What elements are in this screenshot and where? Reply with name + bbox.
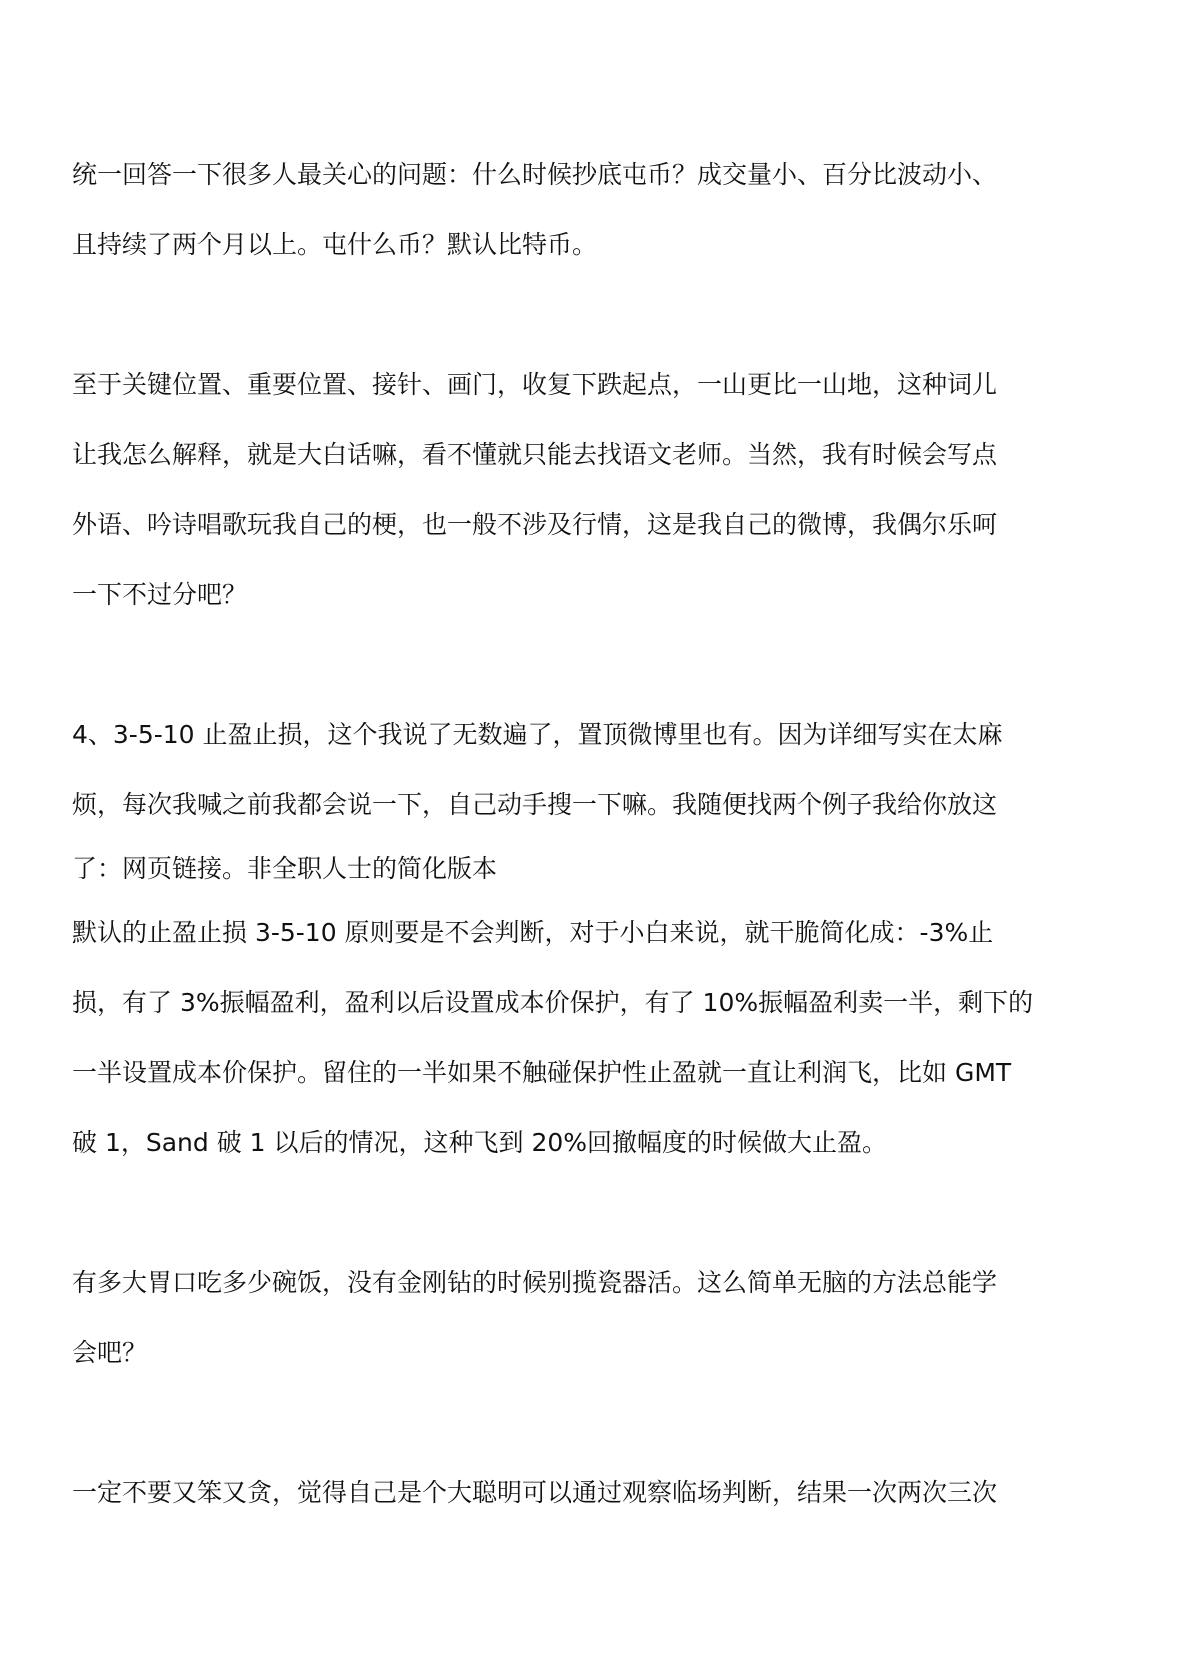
text-line: 破 1，Sand 破 1 以后的情况，这种飞到 20%回撤幅度的时候做大止盈。 (72, 1128, 888, 1157)
paragraph-spacer (72, 1388, 1112, 1458)
text-line: 损，有了 3%振幅盈利，盈利以后设置成本价保护，有了 10%振幅盈利卖一半，剩下的 (72, 988, 1034, 1017)
text-line: 默认的止盈止损 3-5-10 原则要是不会判断，对于小白来说，就干脆简化成：-3%止 (72, 918, 994, 947)
paragraph-spacer (72, 1178, 1112, 1248)
paragraph-stop-rule-simplified (72, 898, 1112, 1178)
text-line: 统一回答一下很多人最关心的问题：什么时候抄底屯币？成交量小、百分比波动小、 (72, 160, 998, 189)
paragraph-stop-rule-intro (72, 700, 1112, 898)
document-body (72, 140, 1112, 1528)
text-line: 会吧？ (72, 1338, 148, 1367)
text-line: 有多大胃口吃多少碗饭，没有金刚钻的时候别揽瓷器活。这么简单无脑的方法总能学 (72, 1268, 998, 1297)
paragraph-greed-warning (72, 1458, 1112, 1528)
text-line: 至于关键位置、重要位置、接针、画门，收复下跌起点，一山更比一山地，这种词儿 (72, 370, 998, 399)
text-line: 一半设置成本价保护。留住的一半如果不触碰保护性止盈就一直让利润飞，比如 GMT (72, 1058, 1012, 1087)
paragraph-capacity-advice (72, 1248, 1112, 1388)
text-line: 一下不过分吧？ (72, 580, 248, 609)
text-line: 外语、吟诗唱歌玩我自己的梗，也一般不涉及行情，这是我自己的微博，我偶尔乐呵 (72, 510, 998, 539)
paragraph-spacer (72, 280, 1112, 350)
paragraph-accumulation-question (72, 140, 1112, 280)
text-line: 4、3-5-10 止盈止损，这个我说了无数遍了，置顶微博里也有。因为详细写实在太麻 (72, 720, 1003, 749)
paragraph-spacer (72, 630, 1112, 700)
text-line: 让我怎么解释，就是大白话嘛，看不懂就只能去找语文老师。当然，我有时候会写点 (72, 440, 998, 469)
text-line: 烦，每次我喊之前我都会说一下，自己动手搜一下嘛。我随便找两个例子我给你放这 (72, 790, 998, 819)
text-line: 且持续了两个月以上。屯什么币？默认比特币。 (72, 230, 598, 259)
paragraph-terminology-explanation (72, 350, 1112, 630)
text-line: 一定不要又笨又贪，觉得自己是个大聪明可以通过观察临场判断，结果一次两次三次 (72, 1478, 998, 1507)
text-line: 了：网页链接。非全职人士的简化版本 (72, 854, 498, 883)
